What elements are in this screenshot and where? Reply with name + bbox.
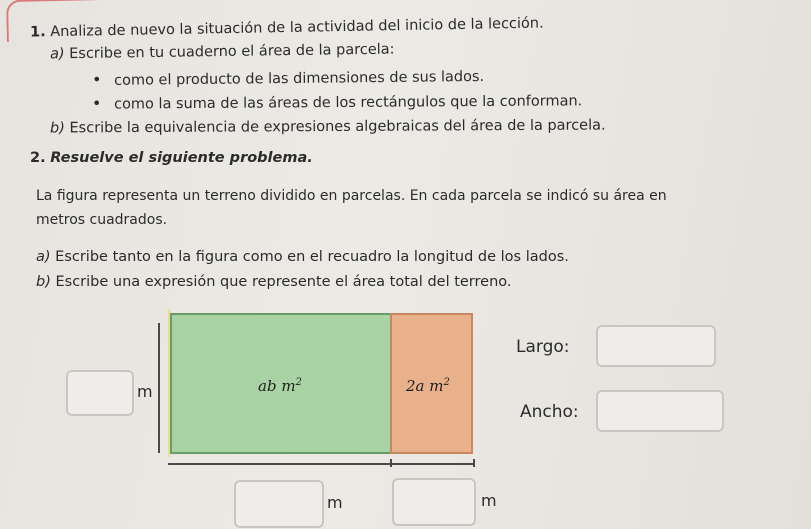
width-end-tick <box>473 459 475 467</box>
q1-bullet-2-text: como la suma de las áreas de los rectángulos que la conforman. <box>114 93 583 113</box>
q2-intro-2 <box>36 212 167 228</box>
q1a-line <box>50 42 395 63</box>
bottom-length-input-box-1[interactable] <box>234 480 324 528</box>
largo-label: Largo: <box>516 337 570 357</box>
bottom-length-input-box-2[interactable] <box>392 478 476 526</box>
parcel-ab-area-exp: 2 <box>295 377 302 388</box>
parcel-ab-area-text: ab m <box>258 377 296 395</box>
q1b-line <box>50 118 606 137</box>
q1b-text: Escribe la equivalencia de expresiones algebraicas del área de la parcela. <box>69 117 606 137</box>
width-divider-tick <box>390 459 392 467</box>
side-unit: m <box>137 382 153 401</box>
q2a-text: Escribe tanto en la figura como en el recuadro la longitud de los lados. <box>55 249 569 265</box>
terrain-diagram <box>150 305 490 485</box>
q1-bullet-1-text: como el producto de las dimensiones de sus lados. <box>113 68 485 89</box>
q2-number: 2. <box>30 150 46 166</box>
bottom-unit-2: m <box>481 491 497 510</box>
q1-bullet-1 <box>92 66 484 89</box>
parcel-2a-area <box>406 377 450 395</box>
bottom-unit-1: m <box>327 493 343 512</box>
ancho-label: Ancho: <box>520 402 579 422</box>
q2-title: Resuelve el siguiente problema. <box>50 150 313 166</box>
ancho-input-box[interactable] <box>596 390 724 432</box>
q2-title-line <box>30 150 313 166</box>
side-length-input-box[interactable] <box>66 370 134 416</box>
q2b-line <box>36 274 512 290</box>
parcel-2a-area-exp: 2 <box>443 377 450 388</box>
height-dimension-line <box>158 323 160 453</box>
parcel-2a-area-text: 2a m <box>406 377 444 395</box>
q1-number: 1. <box>29 24 46 41</box>
q1a-label: a) <box>49 46 65 63</box>
q2-intro-line-1: La figura representa un terreno dividido en parcelas. En cada parcela se indicó su área en <box>36 188 667 204</box>
q1-text: Analiza de nuevo la situación de la actividad del inicio de la lección. <box>50 15 544 41</box>
width-dimension-line <box>168 463 474 465</box>
q2-intro-line-2: metros cuadrados. <box>36 212 168 228</box>
q2a-line <box>36 249 569 265</box>
q2b-text: Escribe una expresión que represente el área total del terreno. <box>55 274 512 290</box>
q2a-label: a) <box>36 249 51 265</box>
parcel-ab-area <box>258 377 302 395</box>
q1a-text: Escribe en tu cuaderno el área de la parcela: <box>69 41 395 63</box>
q2b-label: b) <box>36 274 51 290</box>
q1b-label: b) <box>49 120 65 137</box>
q2-intro-1 <box>36 188 667 204</box>
q1-bullet-2 <box>92 90 582 112</box>
largo-input-box[interactable] <box>596 325 716 367</box>
